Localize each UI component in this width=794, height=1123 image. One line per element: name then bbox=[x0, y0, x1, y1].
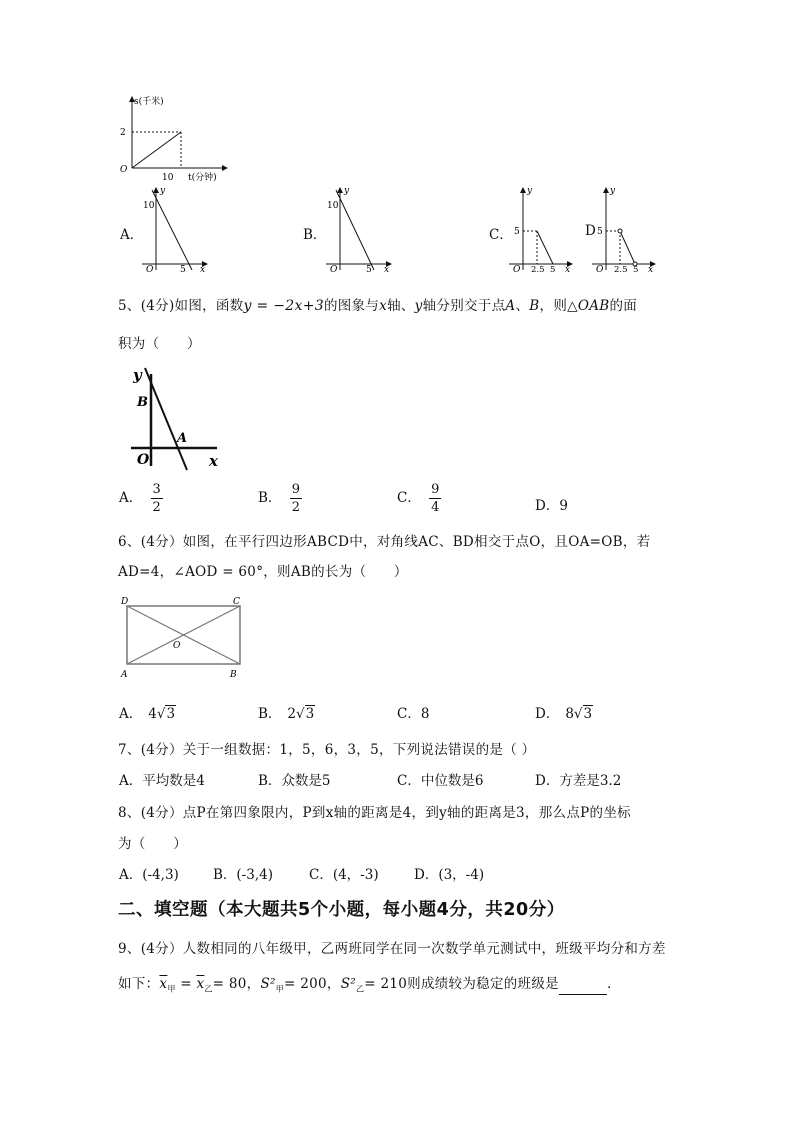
q4-graph-line bbox=[132, 132, 181, 168]
q9-xbar-yi: $\overline{x}$ bbox=[196, 976, 205, 992]
q5-line2: 积为（ ） bbox=[118, 336, 201, 352]
q5-a-num: 3 bbox=[152, 482, 161, 497]
q9-line2: 如下：$\overline{x}_甲 = \overline{x}_乙= 80$，$S^2_甲= 200$，$S^2_乙= 210$则成绩较为稳定的班级是 . bbox=[118, 976, 612, 994]
q5-figure bbox=[125, 362, 225, 472]
q7-option-c[interactable]: C．中位数是6 bbox=[397, 773, 484, 789]
q6-option-c-letter: C． bbox=[397, 706, 421, 722]
q4-d-ytick: 5 bbox=[597, 227, 603, 237]
q6-b-coef: 2 bbox=[287, 706, 297, 722]
q6-c-value: 8 bbox=[420, 706, 430, 722]
q6-option-d[interactable] bbox=[535, 702, 593, 722]
q9-s2-sub-yi: 乙 bbox=[355, 984, 365, 994]
q6-fig-b: B bbox=[230, 670, 237, 680]
q5-text-b: 的图象与 bbox=[323, 298, 380, 314]
q8-line2: 为（ ） bbox=[118, 836, 187, 852]
q4-b-ytick: 10 bbox=[327, 201, 339, 211]
q7-option-b[interactable]: B．众数是5 bbox=[258, 773, 331, 789]
q6-figure bbox=[118, 592, 250, 684]
q4-b-origin: O bbox=[330, 265, 338, 274]
q6-b-rad: 3 bbox=[305, 706, 315, 722]
q6-line2: AD=4，∠AOD = 60°，则AB的长为（ ） bbox=[118, 564, 408, 580]
q4-d-xtick2: 5 bbox=[633, 265, 639, 274]
q5-option-a[interactable] bbox=[119, 483, 163, 514]
q5-x-word: x bbox=[379, 298, 388, 314]
q4-option-b-graph[interactable] bbox=[322, 184, 394, 274]
q5-option-c[interactable] bbox=[397, 483, 441, 514]
q9-line2-a: 如下： bbox=[118, 976, 160, 992]
q5-c-den: 4 bbox=[431, 500, 440, 515]
q9-xbar-jia: $\overline{x}$ bbox=[159, 976, 168, 992]
q9-s2-yi: S² bbox=[340, 976, 356, 992]
q6-fig-c: C bbox=[233, 597, 240, 607]
q4-c-y: y bbox=[527, 186, 533, 196]
q9-answer-blank[interactable] bbox=[559, 982, 607, 995]
q5-option-b[interactable] bbox=[258, 483, 302, 514]
q6-d-coef: 8 bbox=[565, 706, 574, 722]
q9-eq-80: = 80， bbox=[212, 976, 261, 992]
q9-eq-200: = 200， bbox=[284, 976, 341, 992]
q4-a-xtick: 5 bbox=[180, 265, 186, 274]
q4-d-origin: O bbox=[596, 265, 604, 274]
q5-point-a: A bbox=[505, 298, 516, 314]
q5-b-num: 9 bbox=[291, 482, 300, 497]
q6-fig-a: A bbox=[121, 670, 128, 680]
q6-a-coef: 4 bbox=[148, 706, 157, 722]
q4-a-origin: O bbox=[146, 265, 154, 274]
q4-c-ytick: 5 bbox=[514, 227, 520, 237]
q5-sep: 、 bbox=[515, 298, 530, 314]
q5-fig-o: O bbox=[137, 452, 150, 468]
q6-b-sqrt-icon: √ bbox=[296, 706, 305, 722]
q5-line1 bbox=[118, 294, 637, 314]
q4-b-line bbox=[336, 190, 374, 270]
q5-text-d: 轴分别交于点 bbox=[422, 298, 506, 314]
q5-option-d-letter: D． bbox=[535, 498, 560, 514]
q5-option-c-letter: C． bbox=[397, 490, 421, 506]
q6-option-c[interactable] bbox=[397, 702, 429, 722]
q4-c-xtick2: 5 bbox=[550, 265, 556, 274]
q4-c-line bbox=[537, 231, 553, 264]
q6-a-rad: 3 bbox=[166, 706, 176, 722]
q4-d-y: y bbox=[610, 186, 616, 196]
q6-line1: 6、(4分）如图，在平行四边形ABCD中，对角线AC、BD相交于点O，且OA=OB，若 bbox=[118, 534, 651, 550]
q5-option-d[interactable] bbox=[535, 494, 568, 514]
q5-triangle: △OAB bbox=[567, 298, 610, 314]
q4-d-open-point bbox=[618, 229, 622, 233]
q4-y-label: s(千米) bbox=[134, 97, 164, 107]
q8-line1: 8、(4分）点P在第四象限内，P到x轴的距离是4，到y轴的距离是3，那么点P的坐标 bbox=[118, 805, 631, 821]
q9-end: . bbox=[606, 976, 612, 992]
q8-option-a[interactable]: A．(-4,3) bbox=[119, 867, 179, 883]
q6-option-b-letter: B． bbox=[258, 706, 282, 722]
q4-a-y: y bbox=[160, 186, 166, 196]
q5-b-den: 2 bbox=[291, 500, 300, 515]
q6-d-rad: 3 bbox=[583, 706, 593, 722]
q7-option-d[interactable]: D．方差是3.2 bbox=[535, 773, 622, 789]
q9-sub-jia: 甲 bbox=[167, 984, 176, 994]
q4-origin: O bbox=[120, 165, 128, 175]
q4-option-d-letter[interactable]: D bbox=[585, 223, 596, 239]
q4-b-y: y bbox=[344, 186, 350, 196]
q5-text-f: 的面 bbox=[609, 298, 638, 314]
q9-s2-sub-jia: 甲 bbox=[275, 984, 285, 994]
q6-option-a-letter: A． bbox=[119, 706, 143, 722]
q8-option-d[interactable]: D．(3，-4) bbox=[414, 867, 485, 883]
q4-option-c-graph[interactable] bbox=[505, 184, 577, 274]
q4-d-x: x bbox=[648, 265, 654, 274]
q6-fig-o: O bbox=[173, 641, 181, 651]
q8-option-c[interactable]: C．(4，-3) bbox=[309, 867, 379, 883]
q6-option-b[interactable] bbox=[258, 702, 315, 722]
q4-option-b-letter[interactable]: B． bbox=[303, 227, 327, 243]
q4-c-origin: O bbox=[513, 265, 521, 274]
q9-line1: 9、(4分）人数相同的八年级甲，乙两班同学在同一次数学单元测试中，班级平均分和方差 bbox=[118, 941, 666, 957]
q4-d-xtick1: 2.5 bbox=[614, 265, 628, 274]
q4-option-d-graph[interactable] bbox=[588, 184, 660, 274]
q4-b-x: x bbox=[384, 265, 390, 274]
q4-a-ytick: 10 bbox=[143, 201, 155, 211]
q4-c-x: x bbox=[565, 265, 571, 274]
q5-a-den: 2 bbox=[152, 500, 161, 515]
q4-x-tick: 10 bbox=[162, 173, 174, 183]
q9-eq-210: = 210 bbox=[364, 976, 408, 992]
q4-a-x: x bbox=[200, 265, 206, 274]
q6-option-d-letter: D． bbox=[535, 706, 560, 722]
q4-option-a-graph[interactable] bbox=[138, 184, 210, 274]
q6-option-a[interactable] bbox=[119, 702, 176, 722]
q5-option-b-letter: B． bbox=[258, 490, 282, 506]
q5-function: y = −2x+3 bbox=[243, 298, 324, 314]
q4-c-xtick1: 2.5 bbox=[531, 265, 545, 274]
section-2-title: 二、填空题（本大题共5个小题，每小题4分，共20分） bbox=[118, 900, 565, 920]
q9-sub-yi: 乙 bbox=[204, 984, 213, 994]
q7-text: 7、(4分）关于一组数据：1，5，6，3，5，下列说法错误的是（ ） bbox=[118, 742, 536, 758]
q4-b-xtick: 5 bbox=[366, 265, 372, 274]
q9-s2-jia: S² bbox=[260, 976, 276, 992]
q5-text-e: ，则 bbox=[539, 298, 568, 314]
q4-x-label: t(分钟) bbox=[188, 173, 217, 183]
q5-text-c: 轴、 bbox=[387, 298, 415, 314]
q6-a-sqrt-icon: √ bbox=[156, 706, 166, 722]
q5-y-word: y bbox=[414, 298, 423, 314]
q6-fig-d: D bbox=[121, 597, 129, 607]
q4-main-graph bbox=[112, 92, 242, 184]
q4-option-c-letter[interactable]: C． bbox=[489, 227, 513, 243]
q5-fig-a: A bbox=[177, 431, 188, 446]
q5-fig-y: y bbox=[133, 366, 142, 384]
q5-option-d-value: 9 bbox=[559, 498, 568, 514]
q4-d-line bbox=[620, 231, 635, 264]
q5-fig-x: x bbox=[209, 452, 218, 470]
q5-point-b: B bbox=[529, 298, 540, 314]
q5-number: 5、(4分) bbox=[118, 298, 175, 314]
q6-d-sqrt-icon: √ bbox=[573, 706, 583, 722]
q9-line2-b: 则成绩较为稳定的班级是 bbox=[407, 976, 559, 992]
q7-option-a[interactable]: A．平均数是4 bbox=[119, 773, 205, 789]
q8-option-b[interactable]: B．(-3,4) bbox=[213, 867, 273, 883]
q5-c-num: 9 bbox=[431, 482, 440, 497]
q4-a-line bbox=[152, 190, 192, 270]
q5-text-a: 如图，函数 bbox=[174, 298, 244, 314]
q5-option-a-letter: A． bbox=[119, 490, 143, 506]
q4-y-tick: 2 bbox=[120, 128, 126, 138]
q5-fig-b: B bbox=[137, 395, 148, 410]
q4-option-a-letter[interactable]: A． bbox=[120, 227, 144, 243]
